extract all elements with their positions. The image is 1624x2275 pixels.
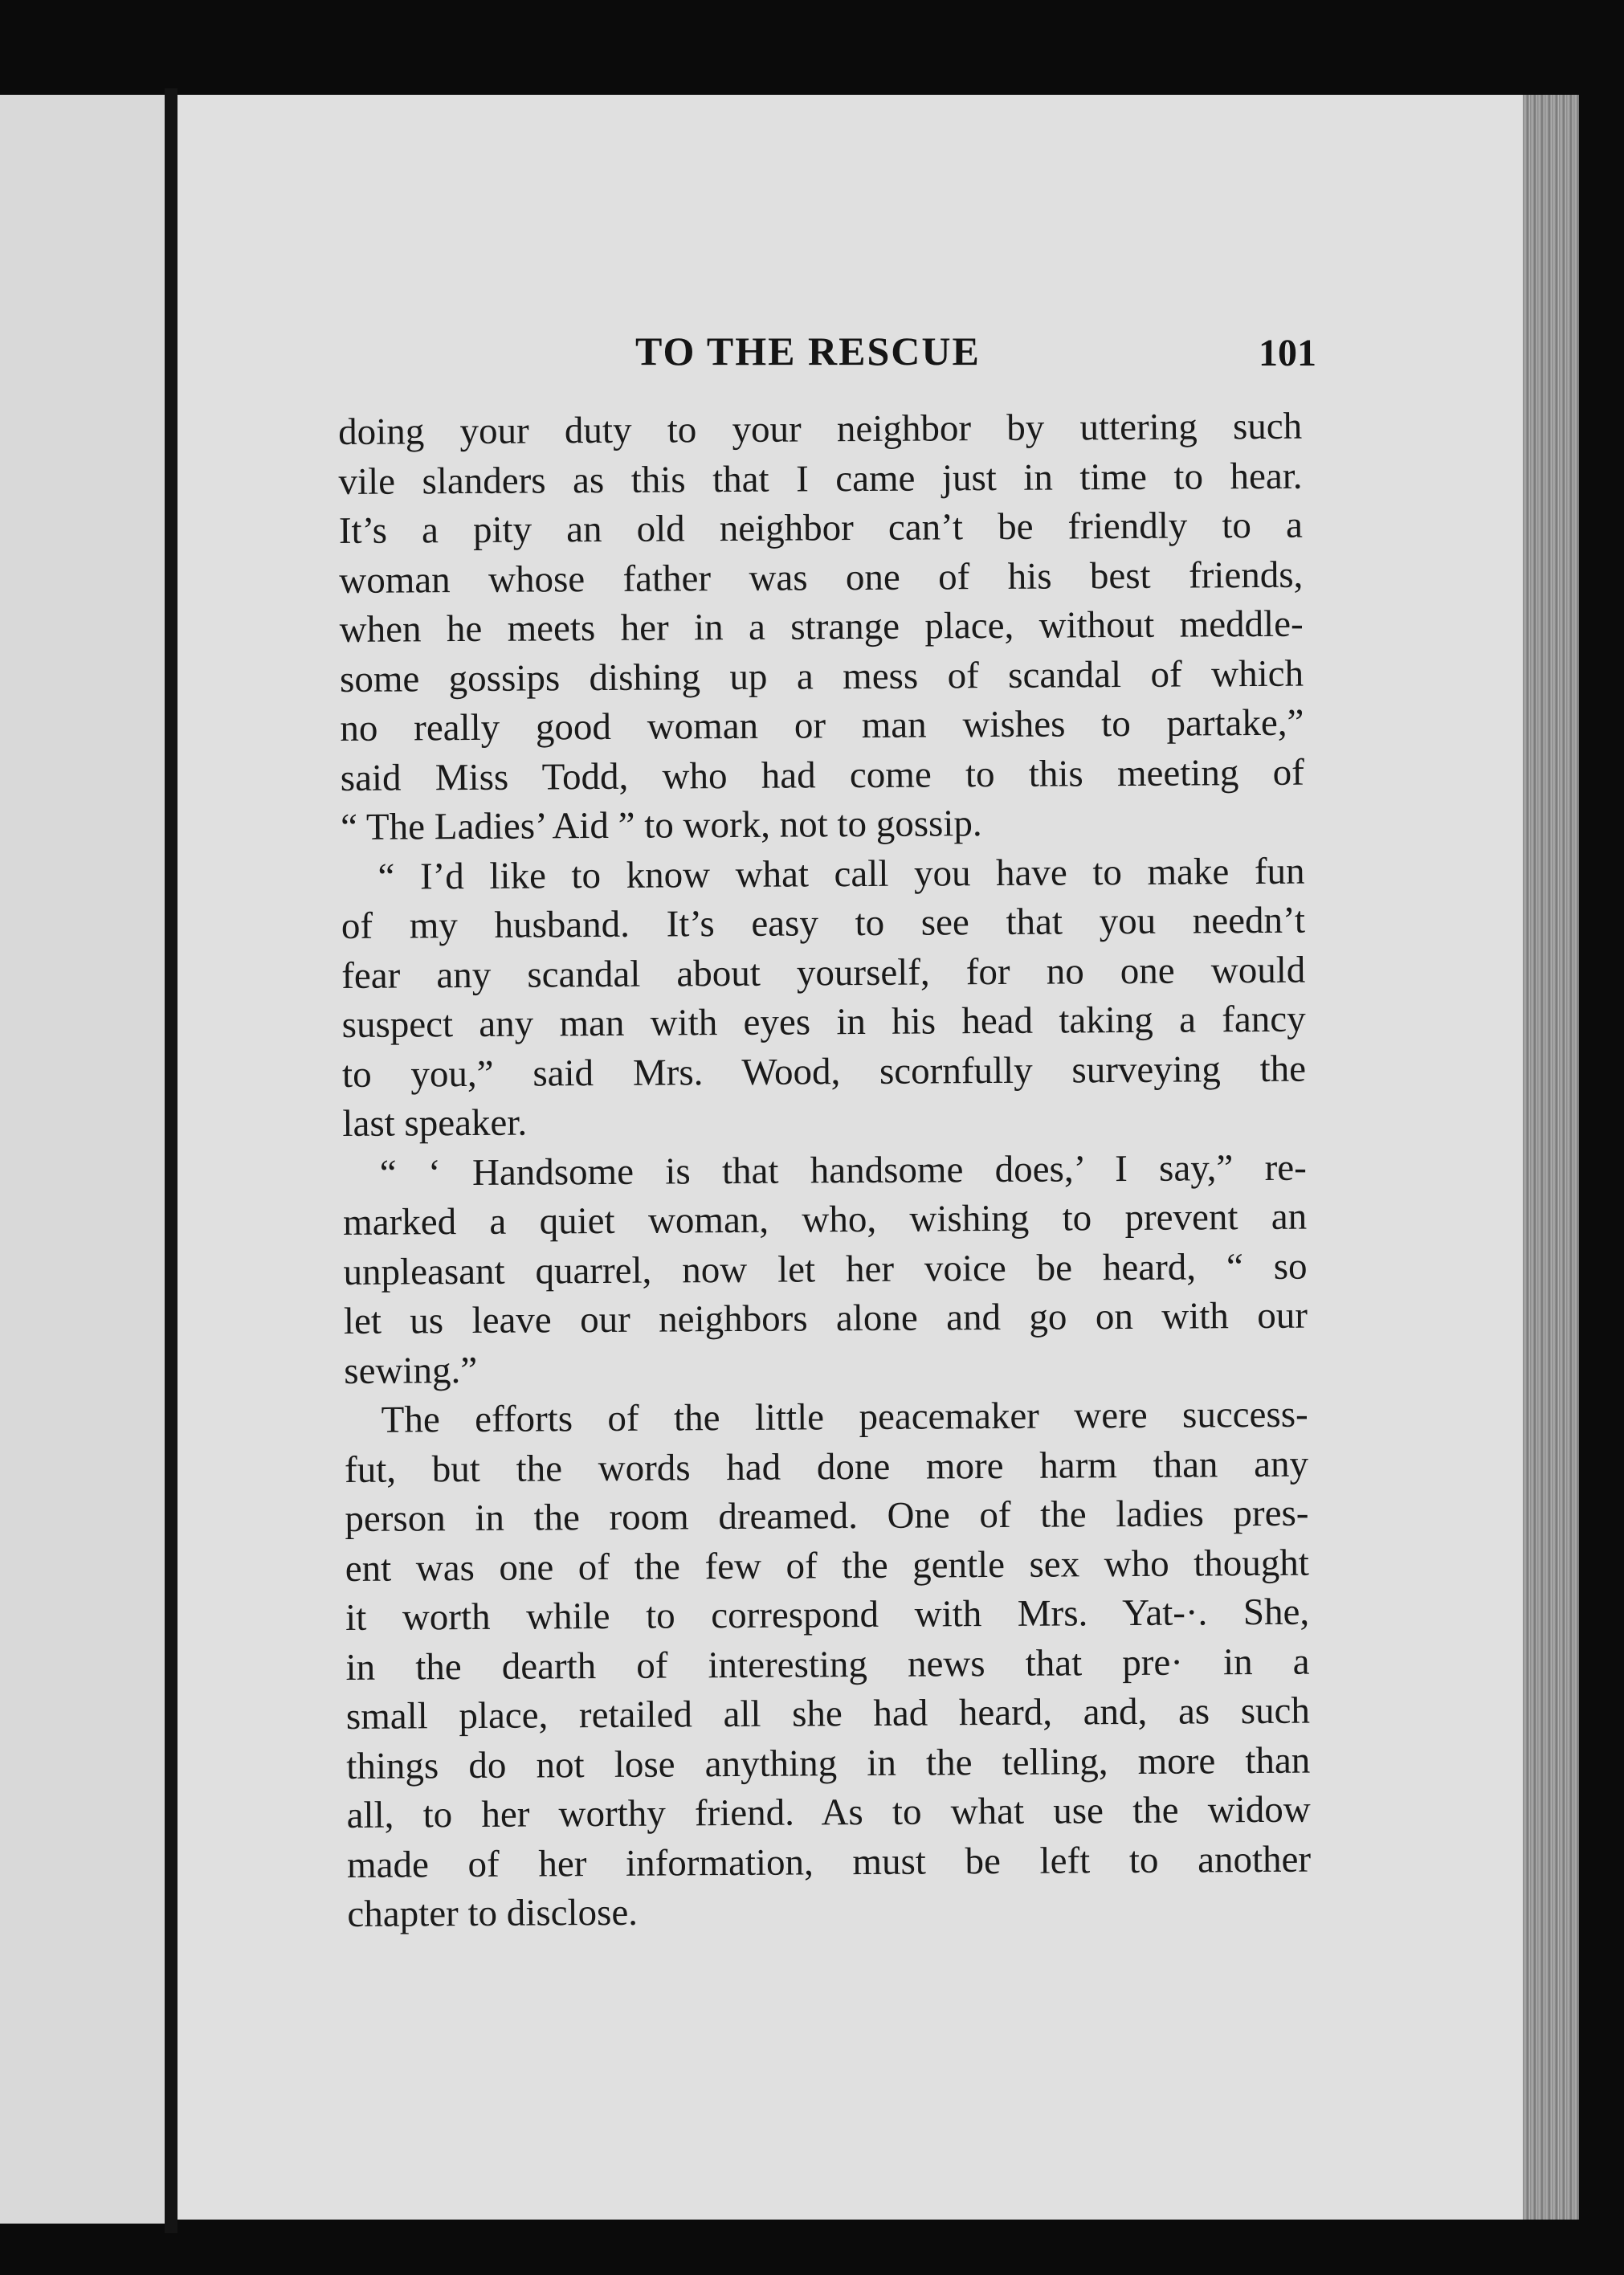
- page-edge-shadow: [1523, 95, 1579, 2220]
- text-line: chapter to disclose.: [347, 1891, 639, 1935]
- left-page-edge: [0, 95, 165, 2224]
- text-line: unpleasant quarrel, now let her voice be heard, “ so: [343, 1245, 1308, 1293]
- text-line: ent was one of the few of the gentle sex who thought: [345, 1542, 1309, 1590]
- text-line: let us leave our neighbors alone and go on with our: [343, 1294, 1308, 1342]
- text-line: made of her information, must be left to another: [346, 1838, 1312, 1886]
- text-line: The efforts of the little peacemaker were success-: [381, 1393, 1308, 1441]
- text-line: sewing.”: [344, 1349, 478, 1392]
- text-line: “ I’d like to know what call you have to make fun: [377, 850, 1305, 898]
- text-line: things do not lose anything in the telling, more than: [346, 1739, 1311, 1787]
- book-page: [177, 95, 1579, 2220]
- text-line: It’s a pity an old neighbor can’t be friendly to a: [338, 504, 1304, 552]
- text-line: small place, retailed all she had heard, and, as such: [345, 1689, 1311, 1738]
- text-line: “ ‘ Handsome is that handsome does,’ I say,” re-: [379, 1146, 1307, 1195]
- text-line: some gossips dishing up a mess of scandal of which: [339, 652, 1304, 700]
- text-line: marked a quiet woman, who, wishing to prevent an: [343, 1195, 1308, 1244]
- text-line: in the dearth of interesting news that pre· in a: [345, 1640, 1310, 1689]
- text-line: fear any scandal about yourself, for no one would: [341, 949, 1306, 997]
- text-line: doing your duty to your neighbor by uttering such: [338, 405, 1303, 453]
- text-line: all, to her worthy friend. As to what use the widow: [346, 1788, 1311, 1836]
- text-line: it worth while to correspond with Mrs. Yat-·. She,: [345, 1591, 1310, 1639]
- text-line: to you,” said Mrs. Wood, scornfully surveying the: [341, 1048, 1307, 1096]
- book-gutter: [165, 88, 177, 2233]
- text-line: person in the room dreamed. One of the ladies pres-: [345, 1492, 1309, 1540]
- page-header: [177, 328, 1579, 384]
- text-line: last speaker.: [342, 1101, 528, 1145]
- text-line: of my husband. It’s easy to see that you needn’t: [341, 899, 1306, 947]
- body-text: [338, 402, 1312, 1940]
- text-line: “ The Ladies’ Aid ” to work, not to gossip.: [341, 803, 982, 848]
- text-line: woman whose father was one of his best friends,: [339, 553, 1304, 602]
- text-line: suspect any man with eyes in his head taking a fancy: [341, 998, 1306, 1046]
- text-line: said Miss Todd, who had come to this meeting of: [340, 751, 1304, 799]
- page-number: 101: [1259, 332, 1316, 374]
- running-title: TO THE RESCUE: [635, 329, 981, 374]
- text-line: vile slanders as this that I came just in time to hear.: [338, 455, 1303, 503]
- text-line: when he meets her in a strange place, without meddle-: [339, 602, 1304, 651]
- text-line: fut, but the words had done more harm than any: [344, 1443, 1309, 1491]
- text-line: no really good woman or man wishes to partake,”: [340, 701, 1304, 749]
